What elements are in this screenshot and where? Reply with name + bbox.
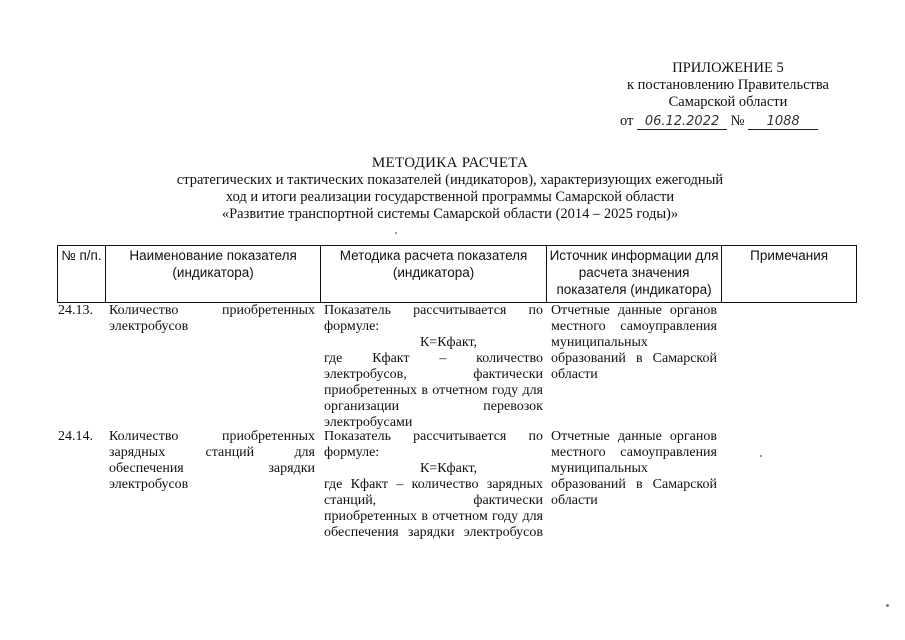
number-prefix: № [730, 113, 745, 129]
date-prefix: от [620, 113, 634, 129]
header-name: Наименование показателя (индикатора) [106, 246, 321, 302]
header-source: Источник информации для расчета значения показателя (индикатора) [547, 246, 723, 302]
calculation-method [321, 429, 547, 541]
notes [723, 429, 857, 541]
table-row [57, 429, 857, 541]
header-method: Методика расчета показателя (индикатора) [321, 246, 546, 302]
calculation-method [321, 303, 547, 431]
appendix-label: ПРИЛОЖЕНИЕ 5 [672, 60, 784, 76]
method-intro: Показатель рассчитывается по формуле: [324, 303, 543, 334]
formula: К=Кфакт, [419, 335, 478, 350]
title-line-4: «Развитие транспортной системы Самарской области (2014 – 2025 годы)» [221, 206, 679, 222]
handwritten-number: 1088 [748, 114, 818, 130]
appendix-block [627, 60, 829, 111]
row-number: 24.13. [58, 303, 93, 318]
title-line-2: стратегических и тактических показателей (индикаторов), характеризующих ежегодный [176, 172, 724, 188]
handwritten-date: 06.12.2022 [637, 114, 727, 130]
scan-speck [886, 604, 889, 607]
indicator-name: Количество приобретенных электробусов [109, 303, 315, 334]
appendix-date-line [620, 112, 818, 130]
method-description: где Кфакт – количество зарядных станций, фактически приобретенных в отчетном году для обеспечения зарядки электробусов [324, 477, 543, 540]
row-number: 24.14. [58, 429, 93, 444]
scan-speck [395, 232, 397, 234]
title-main: МЕТОДИКА РАСЧЕТА [371, 155, 529, 171]
method-intro: Показатель рассчитывается по формуле: [324, 429, 543, 460]
information-source: Отчетные данные органов местного самоуправления муниципальных образований в Самарской области [551, 429, 717, 508]
method-description: где Кфакт – количество электробусов, фактически приобретенных в отчетном году для организации перевозок электробусами [324, 351, 543, 430]
appendix-line-2: к постановлению Правительства [627, 77, 829, 93]
appendix-line-3: Самарской области [668, 94, 788, 110]
table-row [57, 303, 857, 431]
information-source: Отчетные данные органов местного самоуправления муниципальных образований в Самарской области [551, 303, 717, 382]
document-title [120, 155, 780, 223]
table-header [57, 245, 857, 303]
header-notes: Примечания [750, 248, 829, 263]
header-num: № п/п. [58, 246, 106, 302]
formula: К=Кфакт, [419, 461, 478, 476]
indicator-name: Количество приобретенных зарядных станций для обеспечения зарядки электробусов [109, 429, 315, 492]
scan-speck [760, 455, 762, 457]
notes [723, 303, 857, 431]
title-line-3: ход и итоги реализации государственной программы Самарской области [225, 189, 675, 205]
